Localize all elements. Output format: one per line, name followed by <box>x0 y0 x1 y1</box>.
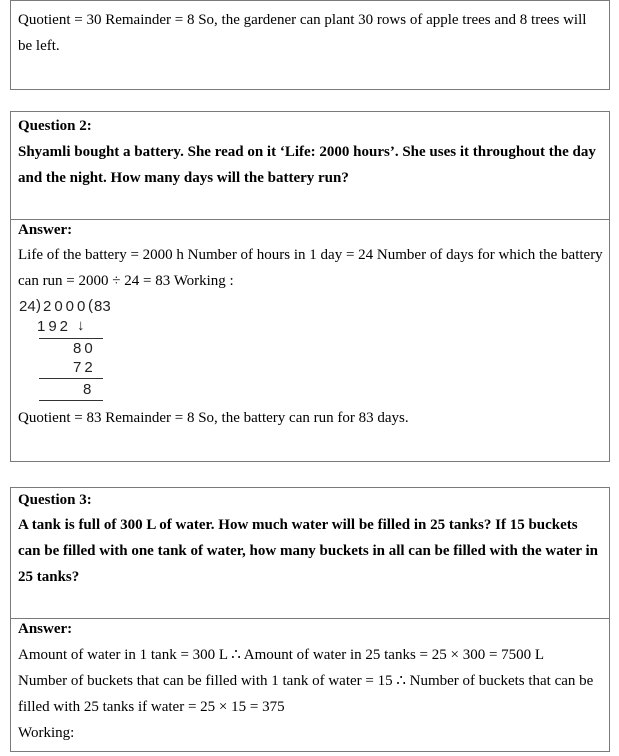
previous-answer-line-2: be left. <box>18 38 60 54</box>
question-2-text-line-2: and the night. How many days will the battery run? <box>18 170 349 186</box>
answer-2-conclusion: Quotient = 83 Remainder = 8 So, the battery can run for 83 days. <box>18 410 409 426</box>
question-3-text-line-3: 25 tanks? <box>18 569 80 585</box>
answer-3-label: Answer: <box>18 621 73 637</box>
answer-3-line-2: Number of buckets that can be filled with 1 tank of water = 15 ∴ Number of buckets that can be <box>18 673 594 689</box>
answer-2-line-1: Life of the battery = 2000 h Number of hours in 1 day = 24 Number of days for which the battery <box>18 247 603 263</box>
long-division-working <box>19 298 129 404</box>
previous-answer-box <box>10 0 610 90</box>
question-3-text-line-2: can be filled with one tank of water, how many buckets in all can be filled with the water in <box>18 543 599 559</box>
question-answer-divider <box>11 618 609 619</box>
question-3-box <box>10 487 610 752</box>
division-remainder: 8 <box>83 381 95 398</box>
question-2-label: Question 2: <box>18 118 92 134</box>
answer-3-line-3: filled with 25 tanks if water = 25 × 15 = 375 <box>18 699 285 715</box>
answer-3-working-label: Working: <box>18 725 75 741</box>
question-answer-divider <box>11 219 609 220</box>
division-rule-3 <box>39 400 103 401</box>
question-3-text-line-1: A tank is full of 300 L of water. How much water will be filled in 25 tanks? If 15 buckets <box>18 517 578 533</box>
question-3-label: Question 3: <box>18 492 92 508</box>
division-quotient-bracket: ( <box>88 297 93 314</box>
previous-answer-line-1: Quotient = 30 Remainder = 8 So, the gardener can plant 30 rows of apple trees and 8 trees will <box>18 12 587 28</box>
division-quotient: 83 <box>94 298 111 315</box>
bring-down-arrow-icon: ↓ <box>77 317 85 334</box>
question-2-text-line-1: Shyamli bought a battery. She read on it ‘Life: 2000 hours’. She uses it throughout the day <box>18 144 596 160</box>
division-dividend: 2000 <box>43 298 89 315</box>
answer-2-label: Answer: <box>18 222 73 238</box>
division-step-1: 192 <box>37 318 72 335</box>
question-2-box <box>10 111 610 462</box>
division-divisor: 24 <box>19 298 36 315</box>
division-step-3: 72 <box>73 359 96 376</box>
division-step-2: 80 <box>73 340 96 357</box>
answer-2-line-2: can run = 2000 ÷ 24 = 83 Working : <box>18 273 234 289</box>
division-rule-1 <box>39 338 103 339</box>
answer-3-line-1: Amount of water in 1 tank = 300 L ∴ Amount of water in 25 tanks = 25 × 300 = 7500 L <box>18 647 545 663</box>
division-rule-2 <box>39 378 103 379</box>
division-bracket: ) <box>36 297 41 314</box>
